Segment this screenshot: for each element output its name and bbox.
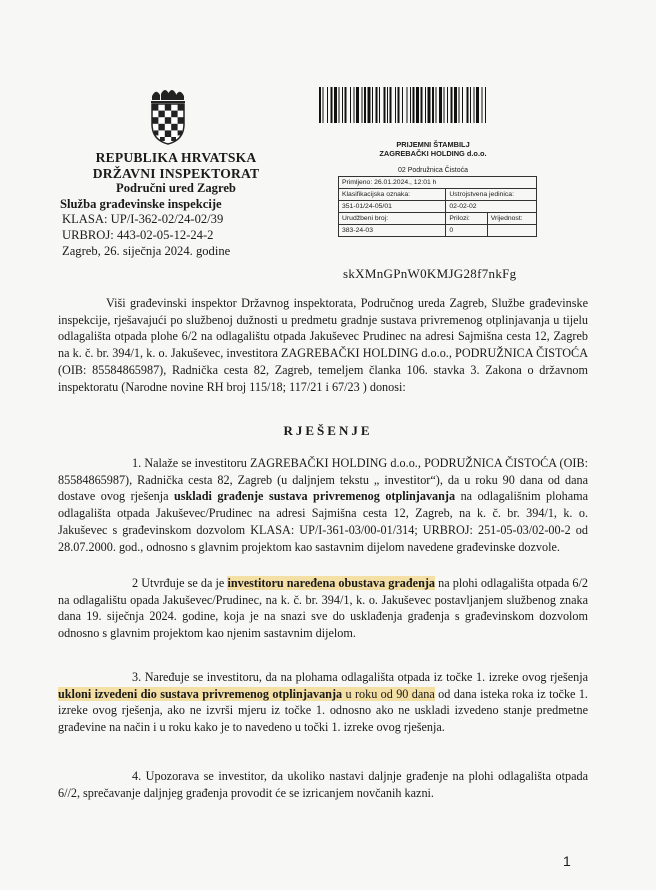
stamp-org-label: Ustrojstvena jedinica: — [445, 189, 536, 200]
stamp-klas-value: 351-01/24-05/01 — [342, 203, 392, 210]
reception-stamp — [338, 176, 537, 237]
document-code: skXMnGPnW0KMJG28f7nkFg — [343, 266, 517, 281]
barcode-icon — [319, 87, 546, 123]
stamp-received: Primljeno: 26.01.2024., 12:01 h — [342, 179, 437, 186]
decision-item-1 — [58, 455, 588, 555]
office-name: Područni ured Zagreb — [116, 181, 236, 196]
stamp-priloz-value: 0 — [445, 225, 486, 236]
stamp-priloz-label: Prilozi: — [445, 213, 486, 224]
stamp-vrij-value — [487, 225, 536, 236]
country-name: REPUBLIKA HRVATSKA — [95, 150, 257, 165]
stamp-org-value: 02-02-02 — [445, 201, 536, 212]
item3-highlight-bold: ukloni izvedeni dio sustava privremenog otplinjavanja — [58, 686, 343, 701]
item3-highlight-deadline: u roku od 90 dana — [342, 686, 435, 701]
croatian-coat-of-arms-icon — [148, 86, 188, 146]
item2-text-c: na plohi odlagališta otpada 6/2 na odlagalištu opada Jakuševec/Prudinec, na k. č. br. 394/1, k. o. Jakuševec postavljanjem službenog znaka dana 19. siječnja 2024. godine, koja je na snazi sve do usklađenja građenja s građevinskom dozvolom odnosno s glavnim projektom kao njenim sastavnim dijelom. — [58, 576, 589, 641]
item1-text-c: na odlagališnim plohama odlagališta otpada Jakuševec/Prudinec na adresi Sajmišna cesta 12, Zagreb, na k. č. br. 394/1, k. o. Jakuševec s građevinskom dozvolom KLASA: UP/I-361-03/00-01/314; URBROJ: 251-05-03/02-00-2 od 28.07.2000. god., odnosno s glavnim projektom kao sastavnim dijelom navedene građevinske dozvole. — [58, 489, 589, 554]
place-date-line: Zagreb, 26. siječnja 2024. godine — [62, 243, 231, 258]
stamp-vrij-label: Vrijednost: — [487, 213, 536, 224]
stamp-subtitle: 02 Podružnica Čistoća — [397, 167, 469, 174]
authority-name: DRŽAVNI INSPEKTORAT — [92, 165, 260, 181]
decision-item-4: 4. Upozorava se investitor, da ukoliko nastavi daljnje građenje na plohi odlagališta otpada 6//2, sprečavanje daljnjeg građenja provodit će se izricanjem novčanih kazni. — [58, 769, 588, 800]
item2-text-a: 2 Utvrđuje se da je — [132, 576, 228, 590]
klasa-line: KLASA: UP/I-362-02/24-02/39 — [62, 212, 224, 227]
decision-title: RJEŠENJE — [283, 423, 373, 438]
stamp-row-labels1 — [339, 188, 536, 200]
item1-bold: uskladi građenje sustava privremenog otplinjavanja — [173, 489, 456, 504]
urbroj-line: URBROJ: 443-02-05-12-24-2 — [62, 227, 214, 242]
stamp-title-line2: ZAGREBAČKI HOLDING d.o.o. — [379, 149, 487, 158]
stamp-row-received — [339, 177, 536, 188]
stamp-urud-label: Urudžbeni broj: — [342, 215, 389, 222]
stamp-row-labels2 — [339, 212, 536, 224]
stamp-row-values2 — [339, 224, 536, 236]
page-number: 1 — [563, 853, 571, 869]
service-name: Služba građevinske inspekcije — [60, 196, 222, 211]
decision-item-2 — [58, 575, 588, 642]
item2-highlight: investitoru naređena obustava građenja — [227, 576, 435, 590]
decision-item-3 — [58, 669, 588, 736]
item3-text-a: 3. Naređuje se investitoru, da na plohama odlagališta otpada iz točke 1. izreke ovog rješenja — [132, 670, 588, 684]
stamp-urud-value: 383-24-03 — [342, 227, 373, 234]
intro-paragraph: Viši građevinski inspektor Državnog inspektorata, Područnog ureda Zagreb, Službe građevinske inspekcije, rješavajući po službenoj dužnosti u predmetu gradnje sustava privremenog otplinjavanja u tijelu odlagališta otpada plohe 6/2 na odlagalištu otpada Jakuševec Prudinec na adresi Sajmišna cesta 12, Zagreb na k. č. br. 394/1, k. o. Jakuševec, investitora ZAGREBAČKI HOLDING d.o.o., PODRUŽNICA ČISTOĆA (OIB: 85584865987), Radnička cesta 82, Zagreb, temeljem članka 106. stavka 3. Zakona o državnom inspektoratu (Narodne novine RH broj 115/18; 117/21 i 67/23 ) donosi: — [58, 296, 588, 394]
issuer-header — [60, 150, 292, 259]
item3-text-d: od dana isteka roka iz točke 1. izreke ovog rješenja, ako ne izvrši mjeru iz točke 1. odnosno ako ne uskladi izvedeno stanje predmetne građevine na način i u roku kako je to navedeno u točki 1. izreke ovog rješenja. — [58, 686, 588, 735]
stamp-title-line1: PRIJEMNI ŠTAMBILJ — [396, 140, 470, 149]
item1-text-a: 1. Nalaže se investitoru ZAGREBAČKI HOLDING d.o.o., PODRUŽNICA ČISTOĆA (OIB: 85584865987), Radnička cesta 82, Zagreb (u daljnjem tekstu „ investitor“), da u roku 90 dana od dana dostave ovog rješenja — [58, 456, 588, 504]
stamp-klas-label: Klasifikacijska oznaka: — [342, 191, 410, 198]
stamp-title — [343, 140, 523, 158]
stamp-row-values1 — [339, 200, 536, 212]
